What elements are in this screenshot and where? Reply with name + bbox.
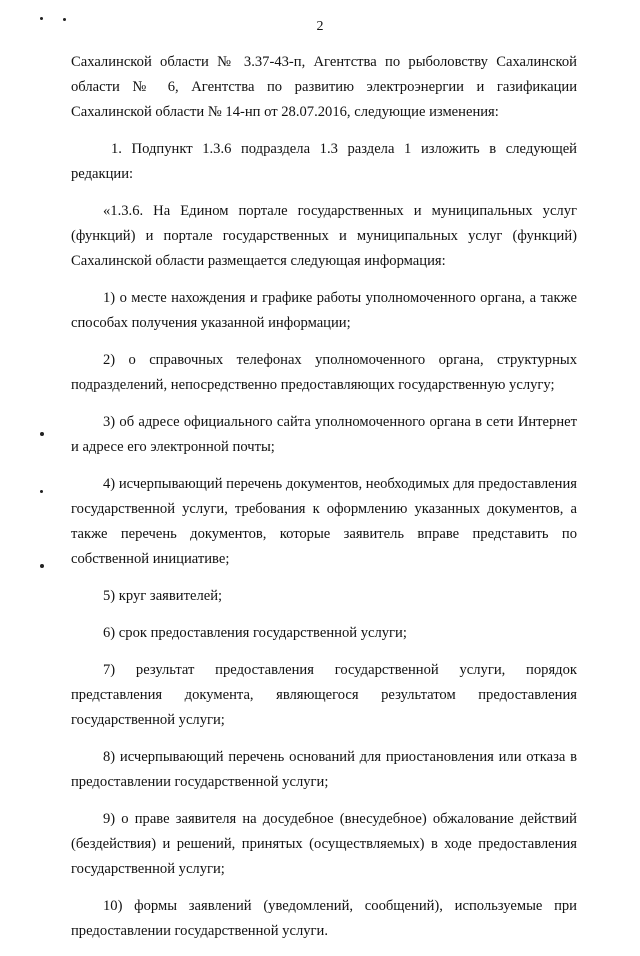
paragraph-intro: Сахалинской области № 3.37-43-п, Агентства по рыболовству Сахалинской области № 6, Агентства по развитию электроэнергии и газификации Сахалинской области № 14-нп от 28.07.2016, следующие изменения:	[71, 54, 577, 120]
list-item: 4) исчерпывающий перечень документов, необходимых для предоставления государственной услуги, требования к оформлению указанных документов, а также перечень документов, которые заявитель вправе представить по собственной инициативе;	[71, 476, 577, 567]
scan-speck	[40, 564, 44, 568]
document-body	[71, 50, 577, 956]
paragraph-item-1: 1. Подпункт 1.3.6 подраздела 1.3 раздела 1 изложить в следующей редакции:	[71, 141, 577, 182]
paragraph-1-3-6: «1.3.6. На Едином портале государственных и муниципальных услуг (функций) и портале государственных и муниципальных услуг (функций) Сахалинской области размещается следующая информация:	[71, 203, 577, 269]
scan-speck	[40, 17, 43, 20]
list-item: 10) формы заявлений (уведомлений, сообщений), используемые при предоставлении государственной услуги.	[71, 898, 577, 939]
list-item: 8) исчерпывающий перечень оснований для приостановления или отказа в предоставлении государственной услуги;	[71, 749, 577, 790]
list-item: 6) срок предоставления государственной услуги;	[103, 625, 407, 641]
list-item: 3) об адресе официального сайта уполномоченного органа в сети Интернет и адресе его электронной почты;	[71, 414, 577, 455]
list-item: 2) о справочных телефонах уполномоченного органа, структурных подразделений, непосредственно предоставляющих государственную услугу;	[71, 352, 577, 393]
scan-speck	[63, 18, 66, 21]
list-item: 7) результат предоставления государственной услуги, порядок представления документа, являющегося результатом предоставления государственной услуги;	[71, 662, 577, 728]
list-item: 9) о праве заявителя на досудебное (внесудебное) обжалование действий (бездействия) и решений, принятых (осуществляемых) в ходе предоставления государственной услуги;	[71, 811, 577, 877]
scan-speck	[40, 490, 43, 493]
list-item: 1) о месте нахождения и графике работы уполномоченного органа, а также способах получения указанной информации;	[71, 290, 577, 331]
scan-speck	[40, 432, 44, 436]
list-item: 5) круг заявителей;	[103, 588, 223, 604]
page-number: 2	[316, 19, 324, 34]
